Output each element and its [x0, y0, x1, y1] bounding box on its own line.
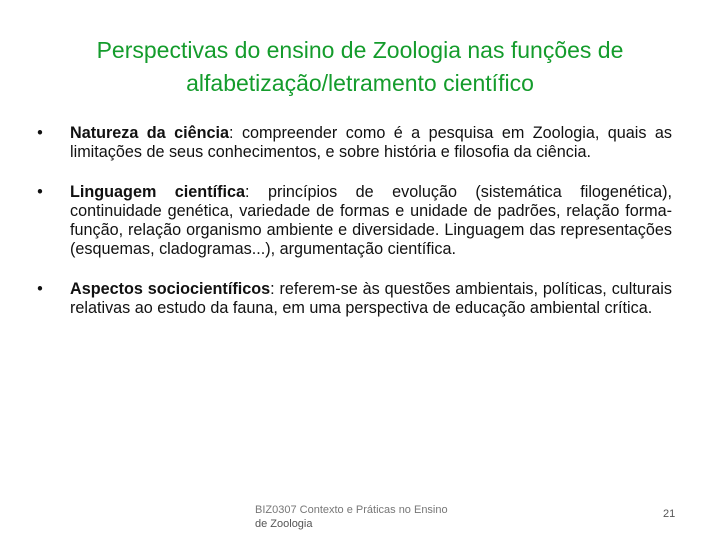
- page-number: 21: [663, 508, 676, 520]
- bullet-text: : princípios de evolução (sistemática filogenética), continuidade genética, variedade de formas e unidade de padrões, relação forma-função, relação organismo ambiente e diversidade. Linguagem das representações (esquemas, cladogramas...), argumentação científica.: [70, 182, 673, 259]
- footer-line-2: de Zoologia: [255, 518, 313, 530]
- bullet-dot-icon: •: [37, 124, 43, 142]
- bullet-term: Aspectos sociocientíficos: [70, 279, 271, 298]
- bullet-dot-icon: •: [37, 182, 43, 201]
- footer-course-label: [255, 503, 448, 531]
- bullet-list: [30, 124, 672, 318]
- bullet-natureza-da-ciencia: [30, 124, 672, 163]
- bullet-aspectos-sociocientificos: [30, 280, 672, 319]
- bullet-linguagem-cientifica: [30, 183, 672, 260]
- slide-title: [40, 34, 680, 100]
- title-line-2: alfabetização/letramento científico: [186, 70, 534, 96]
- footer-line-1: BIZ0307 Contexto e Práticas no Ensino: [255, 504, 448, 516]
- bullet-term: Natureza da ciência: [70, 124, 230, 142]
- title-line-1: Perspectivas do ensino de Zoologia nas funções de: [96, 37, 624, 63]
- bullet-text: : compreender como é a pesquisa em Zoologia, quais as limitações de seus conhecimentos, e sobre história e filosofia da ciência.: [70, 124, 672, 162]
- bullet-text: : referem-se às questões ambientais, políticas, culturais relativas ao estudo da fauna, em uma perspectiva de educação ambiental crítica.: [70, 279, 672, 318]
- bullet-dot-icon: •: [37, 279, 43, 298]
- bullet-term: Linguagem científica: [70, 182, 245, 201]
